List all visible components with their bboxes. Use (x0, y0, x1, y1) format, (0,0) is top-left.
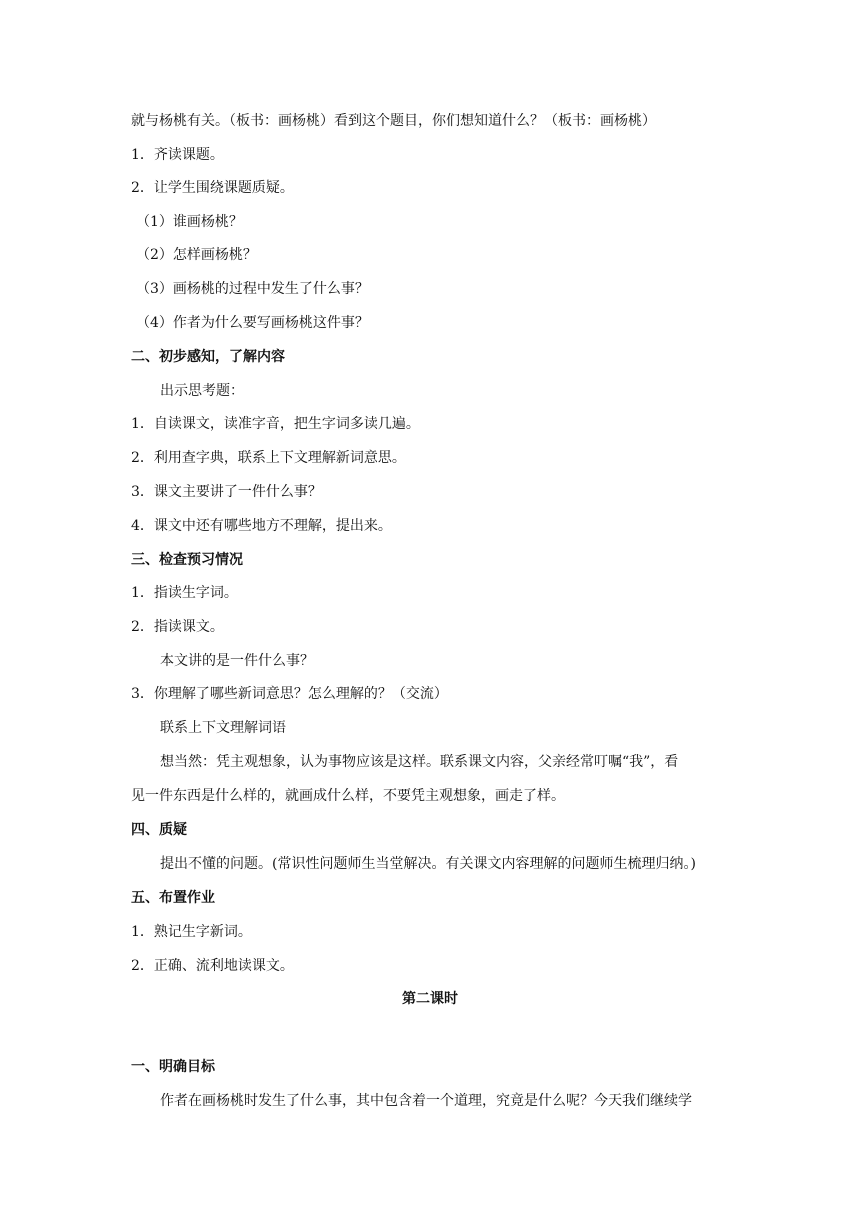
paragraph: 想当然：凭主观想象，认为事物应该是这样。联系课文内容，父亲经常叮嘱“我”，看 (160, 754, 679, 770)
list-item: 2．指读课文。 (131, 619, 224, 635)
list-item: 1．自读课文，读准字音，把生字词多读几遍。 (131, 416, 420, 432)
section-heading: 三、检查预习情况 (131, 552, 243, 568)
list-item: 1．熟记生字新词。 (131, 924, 252, 940)
paragraph: 作者在画杨桃时发生了什么事，其中包含着一个道理，究竟是什么呢？今天我们继续学 (160, 1093, 692, 1109)
paragraph: 提出不懂的问题。(常识性问题师生当堂解决。有关课文内容理解的问题师生梳理归纳。) (160, 856, 696, 872)
list-item: 1．指读生字词。 (131, 585, 238, 601)
paragraph: 联系上下文理解词语 (160, 720, 286, 736)
sub-list-item: （3）画杨桃的过程中发生了什么事？ (136, 281, 369, 297)
paragraph-intro: 就与杨桃有关。（板书：画杨桃）看到这个题目，你们想知道什么？（板书：画杨桃） (131, 113, 656, 129)
list-item: 2．正确、流利地读课文。 (131, 958, 294, 974)
section-heading: 五、布置作业 (131, 890, 215, 906)
sub-list-item: （1）谁画杨桃？ (136, 214, 243, 230)
section-heading: 四、质疑 (131, 822, 187, 838)
list-item: 3．课文主要讲了一件什么事？ (131, 484, 322, 500)
lesson-title: 第二课时 (402, 991, 458, 1007)
section-heading: 一、明确目标 (131, 1059, 215, 1075)
sub-list-item: （4）作者为什么要写画杨桃这件事？ (136, 315, 369, 331)
section-heading: 二、初步感知，了解内容 (131, 349, 285, 365)
list-item: 2．利用查字典，联系上下文理解新词意思。 (131, 450, 406, 466)
list-item: 4．课文中还有哪些地方不理解，提出来。 (131, 518, 392, 534)
list-item: 2．让学生围绕课题质疑。 (131, 180, 294, 196)
sub-list-item: （2）怎样画杨桃？ (136, 247, 257, 263)
paragraph: 出示思考题： (160, 383, 244, 399)
list-item: 1．齐读课题。 (131, 147, 224, 163)
list-item: 3．你理解了哪些新词意思？怎么理解的？（交流） (131, 686, 448, 702)
paragraph: 本文讲的是一件什么事？ (160, 653, 314, 669)
paragraph-continuation: 见一件东西是什么样的，就画成什么样，不要凭主观想象，画走了样。 (131, 788, 565, 804)
